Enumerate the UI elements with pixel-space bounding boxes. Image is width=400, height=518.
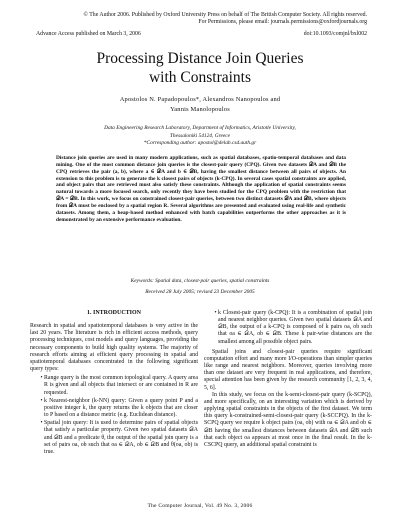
body-paragraph: Spatial joins and closest-pair queries require significant computation effort and many more I/O-operations than simpler queries like range and nearest neighbors. Moreover, queries involving more than one dataset are very frequent in real applications, and therefore, special attention has been given by the research community [1, 2, 3, 4, 5, 6]. [204,348,372,391]
query-type-list-continued [204,310,372,346]
permissions-line: For Permissions, please email: journals.permissions@oxfordjournals.org [198,19,367,26]
authors-line-1: Apostolos N. Papadopoulos*, Alexandros Nanopoulos and [119,96,281,103]
intro-paragraph: Research in spatial and spatiotemporal databases is very active in the last 20 years. The literature is rich in efficient access methods, query processing techniques, cost models and query languages, providing the necessary components to build high quality systems. The majority of research efforts aiming at efficient query processing in spatial and spatiotemporal databases concentrated in the following significant query types: [30,323,198,373]
affiliation [0,125,400,148]
list-item: • k Nearest-neighbor (k-NN) query: Given a query point P and a positive integer k, the query returns the k objects that are closer to P based on a distance metric (e.g. Euclidean distance). [44,398,198,419]
list-item: • Range query is the most common topological query. A query area R is given and all objects that intersect or are contained in R are requested. [44,375,198,396]
title-line-2: with Constraints [148,69,252,86]
authors-line-2: Yannis Manolopoulos [170,105,230,113]
affiliation-line-1: Data Engineering Research Laboratory, Department of Informatics, Aristotle University, [104,125,296,131]
list-item: • Spatial join query: It is used to determine pairs of spatial objects that satisfy a particular property. Given two spatial datasets 𝒟A and 𝒟B and a predicate θ, the output of the spatial join query is a set of pairs oa, ob such that oa ∈ 𝒟A, ob ∈ 𝒟B and θ(oa, ob) is true. [44,420,198,456]
corresponding-author: *Corresponding author: apostol@delab.csd.auth.gr [143,140,257,147]
copyright-line: © The Author 2006. Published by Oxford University Press on behalf of The British Computer Society. All rights reserved. [83,12,367,18]
affiliation-line-2: Thessaloniki 54124, Greece [169,132,231,139]
advance-access-line: Advance Access published on March 3, 2006 [36,31,141,37]
query-type-list [30,375,198,456]
keywords: Keywords: Spatial data, closest-pair queries, spatial constraints [130,278,270,284]
journal-footer: The Computer Journal, Vol. 49 No. 3, 2006 [147,503,253,509]
abstract: Distance join queries are used in many modern applications, such as spatial databases, spatio-temporal databases and data mining. One of the most common distance join queries is the closest-pair query (CPQ). Given two datasets 𝒟A and 𝒟B the CPQ retrieves the pair (a, b), where a ∈ 𝒟A and b ∈ 𝒟B, having the smallest distance between all pairs of objects. An extension to this problem is to generate the k closest pairs of objects (k-CPQ). In several cases spatial constraints are applied, and object pairs that are retrieved must also satisfy these constraints. Although the application of spatial constraints seems natural towards a more focused search, only recently they have been studied for the CPQ problem with the restriction that 𝒟A = 𝒟B. In this work, we focus on constrained closest-pair queries, between two distinct datasets 𝒟A and 𝒟B, where objects from 𝒟A must be enclosed by a spatial region R. Several algorithms are presented and evaluated using real-life and synthetic datasets. Among them, a heap-based method enhanced with batch capabilities outperforms the other approaches as it is demonstrated by an extensive performance evaluation. [56,155,346,223]
doi-line: doi:10.1093/comjnl/bxl002 [303,31,367,37]
list-item: • k Closest-pair query (k-CPQ): It is a combination of spatial join and nearest neighbor queries. Given two spatial datasets 𝒟A and 𝒟B, the output of a k-CPQ is composed of k pairs oa, ob such that oa ∈ 𝒟A, ob ∈ 𝒟B. These k pair-wise distances are the smallest among all possible object pairs. [218,310,372,346]
title-line-1: Processing Distance Join Queries [96,50,304,67]
copyright-block [84,12,367,26]
paper-title [0,49,400,87]
section-heading: 1. INTRODUCTION [86,310,141,316]
right-column [204,310,372,449]
left-column [30,310,198,457]
author-list [0,95,400,114]
received-dates: Received 28 July 2005; revised 23 December 2005 [145,289,255,295]
body-paragraph: In this study, we focus on the k-semi-closest-pair query (k-SCPQ), and more specifically, on an interesting variation which is derived by applying spatial constraints in the objects of the first dataset. We term this query k-constrained-semi-closest-pair query (k-SCCPQ). In the k-SCPQ query we require k object pairs (oa, ob) with oa ∈ 𝒟A and ob ∈ 𝒟B having the smallest distances between datasets 𝒟A and 𝒟B such that each object oa appears at most once in the final result. In the k-CSCPQ query, an additional spatial constraint is [204,391,372,448]
